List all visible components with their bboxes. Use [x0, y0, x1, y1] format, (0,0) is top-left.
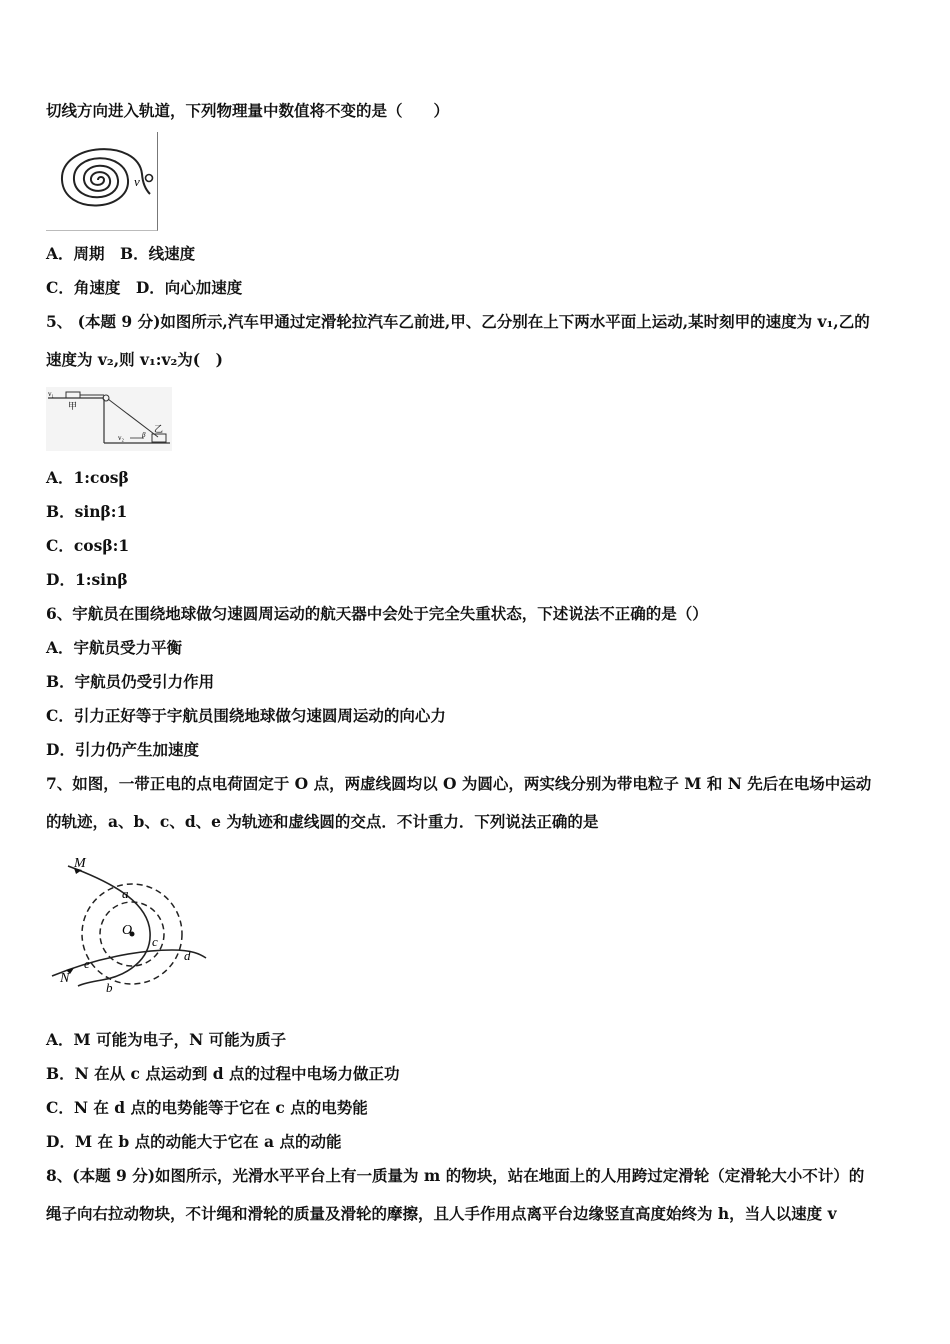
q4-option-line-2: C．角速度 D．向心加速度 [46, 278, 243, 297]
particle-N-label: N [60, 971, 70, 986]
q5-option-d: D．1:sinβ [46, 570, 128, 589]
point-d-label: d [184, 948, 191, 963]
pulley-beta-label: β [142, 431, 146, 439]
pulley-v1-label: v₁ [48, 390, 54, 398]
q5-stem-line-2: 速度为 v₂,则 v₁:v₂为( ) [46, 350, 223, 369]
q6-option-c: C．引力正好等于宇航员围绕地球做匀速圆周运动的向心力 [46, 706, 446, 725]
pulley-yi-label: 乙 [154, 425, 164, 435]
q5-stem-line-1: 5、 (本题 9 分)如图所示,汽车甲通过定滑轮拉汽车乙前进,甲、乙分别在上下两水平面上运动,某时刻甲的速度为 v₁,乙的 [46, 312, 870, 331]
q6-option-d: D．引力仍产生加速度 [46, 740, 199, 759]
q7-option-d: D．M 在 b 点的动能大于它在 a 点的动能 [46, 1132, 342, 1151]
spiral-figure [46, 132, 158, 231]
q7-stem-line-1: 7、如图，一带正电的点电荷固定于 O 点，两虚线圆均以 O 为圆心，两实线分别为带电粒子 M 和 N 先后在电场中运动 [46, 774, 872, 793]
point-b-label: b [106, 980, 113, 995]
point-e-label: e [84, 956, 90, 971]
center-O-label: O [122, 923, 133, 938]
pulley-jia-label: 甲 [68, 402, 78, 412]
q6-option-a: A．宇航员受力平衡 [46, 638, 183, 657]
q6-stem: 6、宇航员在围绕地球做匀速圆周运动的航天器中会处于完全失重状态，下述说法不正确的是（） [46, 604, 708, 623]
q5-option-b: B．sinβ:1 [46, 502, 128, 521]
q4-option-line-1: A．周期 B．线速度 [46, 244, 196, 263]
point-a-label: a [122, 886, 129, 901]
spiral-v-label: v [134, 174, 140, 189]
q4-stem-tail: 切线方向进入轨道，下列物理量中数值将不变的是（ ） [46, 101, 450, 120]
q8-stem-line-1: 8、(本题 9 分)如图所示，光滑水平平台上有一质量为 m 的物块，站在地面上的人用跨过定滑轮（定滑轮大小不计）的 [46, 1166, 865, 1185]
point-c-label: c [152, 934, 158, 949]
ball-icon [146, 175, 153, 182]
q5-option-a: A．1:cosβ [46, 468, 129, 487]
particle-M-label: M [74, 856, 86, 871]
pulley-figure [46, 387, 172, 451]
q5-option-c: C．cosβ:1 [46, 536, 130, 555]
q6-option-b: B．宇航员仍受引力作用 [46, 672, 215, 691]
q7-option-c: C．N 在 d 点的电势能等于它在 c 点的电势能 [46, 1098, 368, 1117]
q7-option-a: A．M 可能为电子，N 可能为质子 [46, 1030, 287, 1049]
q8-stem-line-2: 绳子向右拉动物块，不计绳和滑轮的质量及滑轮的摩擦，且人手作用点离平台边缘竖直高度始终为 h，当人以速度 v [46, 1204, 837, 1223]
electric-field-figure [46, 850, 216, 1010]
q7-option-b: B．N 在从 c 点运动到 d 点的过程中电场力做正功 [46, 1064, 400, 1083]
pulley-v2-label: v₂ [118, 434, 124, 442]
q7-stem-line-2: 的轨迹，a、b、c、d、e 为轨迹和虚线圆的交点．不计重力．下列说法正确的是 [46, 812, 599, 831]
